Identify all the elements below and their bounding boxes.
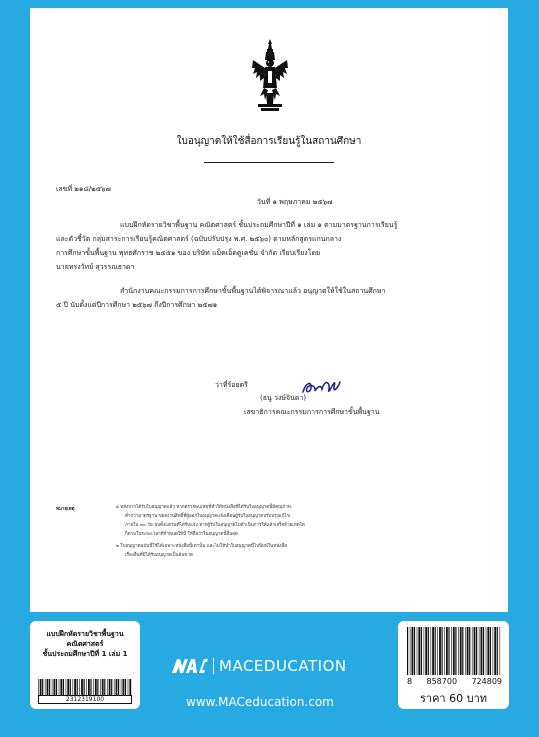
publisher-website[interactable]: www.MACeducation.com — [186, 695, 334, 709]
barcode-bar — [66, 679, 67, 695]
barcode-bar — [467, 627, 469, 675]
signer-prefix: ว่าที่ร้อยตรี — [215, 381, 248, 389]
barcode-bar — [102, 679, 104, 695]
note-2-line: ๒ ใบอนุญาตฉบับนี้ใช้ได้เฉพาะหนังสือนี้เท่านั้น และไม่ให้นำใบอนุญาตนี้ไปพิมพ์ในหนังสือ — [116, 544, 287, 549]
barcode-bar — [84, 679, 85, 695]
barcode-bar — [439, 627, 441, 675]
barcode-bar — [418, 627, 420, 675]
paragraph-2-line: สำนักงานคณะกรรมการการศึกษาขั้นพื้นฐานได้พิจารณาแล้ว อนุญาตให้ใช้ในสถานศึกษา — [120, 287, 386, 295]
barcode-bar — [104, 679, 105, 695]
barcode-bar — [407, 627, 408, 675]
barcode-bar — [88, 679, 90, 695]
barcode-bar — [462, 627, 463, 675]
paragraph-2 — [56, 284, 385, 312]
notes-label: หมายเหตุ — [56, 507, 75, 512]
barcode-bar — [74, 679, 76, 695]
barcode-bar — [90, 679, 91, 695]
mac-logo-icon — [172, 659, 208, 673]
barcode-bar — [435, 627, 436, 675]
barcode-bar — [73, 679, 74, 695]
barcode-bar — [428, 627, 429, 675]
paragraph-1-line: นายทรงวัทย์ สุวรรณธาดา — [56, 263, 135, 271]
barcode-bar — [107, 679, 108, 695]
issue-date: วันที่ ๑ พฤษภาคม ๒๕๖๗ — [257, 198, 333, 206]
barcode-bar — [52, 679, 53, 695]
note-1-line: ก็ตามในระยะเวลาที่กำหนดให้นี้ ให้ถือว่าใบอนุญาตนี้สิ้นสุด — [125, 532, 238, 537]
note-1 — [116, 503, 305, 539]
barcode-bar — [95, 679, 97, 695]
barcode-bar — [412, 627, 414, 675]
barcode-bar — [49, 679, 50, 695]
barcode-bar — [458, 627, 459, 675]
barcode-bar — [100, 679, 101, 695]
barcode-bar — [67, 679, 69, 695]
note-2 — [116, 542, 287, 560]
barcode-bar — [500, 627, 501, 675]
barcode-bar — [493, 627, 494, 675]
barcode-bar — [118, 679, 119, 695]
price-label: ราคา 60 บาท — [419, 692, 488, 705]
signature-icon — [300, 376, 342, 398]
note-2-line: เรื่องอื่นที่มิได้รับอนุญาตเป็นอันขาด — [125, 553, 193, 558]
paragraph-1-line: การศึกษาขั้นพื้นฐาน พุทธศักราช ๒๕๕๑ ของ บริษัท แม็คเอ็ดดูเคชั่น จำกัด เรียบเรียงโดย — [56, 249, 321, 257]
barcode-bar — [424, 627, 425, 675]
barcode-bar — [442, 627, 443, 675]
isbn-box — [398, 621, 509, 709]
logo-divider — [213, 658, 214, 674]
barcode-bar — [81, 679, 83, 695]
barcode-bar — [431, 627, 432, 675]
barcode-bar — [476, 627, 477, 675]
license-number: เลขที่ ๒๑๘/๒๕๖๗ — [56, 185, 111, 193]
barcode-bar — [451, 627, 452, 675]
paragraph-1 — [56, 218, 397, 274]
book-label-box — [30, 621, 140, 709]
barcode-bar — [497, 627, 498, 675]
barcode-bar — [97, 679, 98, 695]
barcode-bar — [444, 627, 445, 675]
signer-position: เลขาธิการคณะกรรมการการศึกษาขั้นพื้นฐาน — [244, 408, 380, 416]
barcode-bar — [121, 679, 122, 695]
title-divider — [204, 162, 334, 163]
barcode-bar — [111, 679, 112, 695]
barcode-bar — [79, 679, 80, 695]
barcode-bar — [469, 627, 470, 675]
note-1-line: ต่ำกว่ามาตรฐาน ขอสงวนสิทธิ์ที่ผู้ออกใบอนุญาตแจ้งเตือนผู้รับใบอนุญาตปรับปรุงแก้ไข — [125, 514, 290, 519]
barcode-bar — [63, 679, 64, 695]
book-label-line: ชั้นประถมศึกษาปีที่ 1 เล่ม 1 — [42, 650, 128, 658]
paragraph-1-line: และตัวชี้วัด กลุ่มสาระการเรียนรู้คณิตศาสตร์ (ฉบับปรับปรุง พ.ศ. ๒๕๖๐) ตามหลักสูตรแกนกลาง — [56, 235, 342, 243]
barcode-bar — [472, 627, 473, 675]
barcode-bar — [86, 679, 87, 695]
barcode-bar — [125, 679, 126, 695]
book-label-line: แบบฝึกหัดรายวิชาพื้นฐาน — [46, 630, 124, 638]
paragraph-1-line: แบบฝึกหัดรายวิชาพื้นฐาน คณิตศาสตร์ ชั้นประถมศึกษาปีที่ ๑ เล่ม ๑ ตามมาตรฐานการเรียนรู้ — [120, 221, 398, 229]
barcode-bar — [54, 679, 56, 695]
isbn-digit-group: 724809 — [471, 677, 502, 686]
barcode-bar — [446, 627, 448, 675]
logo-wordmark: MACEDUCATION — [219, 657, 347, 675]
barcode-bar — [109, 679, 111, 695]
barcode-bar — [414, 627, 415, 675]
barcode-bar — [93, 679, 94, 695]
isbn-digits — [407, 677, 502, 686]
barcode-bar — [432, 627, 434, 675]
barcode-bar — [494, 627, 496, 675]
barcode-bar — [410, 627, 411, 675]
barcode-bar — [479, 627, 480, 675]
document-title: ใบอนุญาตให้ใช้สื่อการเรียนรู้ในสถานศึกษา — [176, 136, 362, 147]
barcode-bar — [448, 627, 449, 675]
barcode-bar — [465, 627, 466, 675]
barcode-bar — [129, 679, 131, 695]
barcode-bar — [437, 627, 438, 675]
barcode-bar — [56, 679, 57, 695]
barcode-bar — [455, 627, 456, 675]
license-document — [30, 8, 508, 612]
barcode-bar — [486, 627, 487, 675]
isbn-barcode-icon — [407, 627, 502, 675]
barcode-small-number: 2312319100 — [38, 695, 132, 704]
barcode-bar — [474, 627, 476, 675]
publisher-logo — [172, 655, 347, 677]
barcode-bar — [47, 679, 49, 695]
note-1-line: ภายใน ๓๐ วัน นับตั้งแต่วันที่ได้รับแจ้ง หากผู้รับใบอนุญาตไม่ดำเนินการให้แล้วเสร็จด้วยเหตุใด — [125, 523, 305, 528]
barcode-small-icon — [38, 679, 132, 695]
isbn-digit-first: 8 — [407, 677, 413, 686]
barcode-bar — [59, 679, 60, 695]
barcode-bar — [425, 627, 427, 675]
barcode-bar — [487, 627, 489, 675]
barcode-bar — [123, 679, 125, 695]
barcode-bar — [490, 627, 491, 675]
barcode-bar — [45, 679, 46, 695]
barcode-bar — [42, 679, 43, 695]
garuda-emblem-icon — [251, 38, 289, 113]
barcode-bar — [453, 627, 455, 675]
barcode-bar — [116, 679, 118, 695]
barcode-bar — [483, 627, 484, 675]
barcode-bar — [128, 679, 129, 695]
barcode-bar — [421, 627, 422, 675]
barcode-bar — [40, 679, 42, 695]
paragraph-2-line: ๕ ปี นับตั้งแต่ปีการศึกษา ๒๕๖๗ ถึงปีการศึกษา ๒๕๗๑ — [56, 301, 218, 309]
barcode-bar — [60, 679, 62, 695]
barcode-bar — [114, 679, 115, 695]
barcode-bar — [38, 679, 39, 695]
isbn-digit-group: 858700 — [426, 677, 458, 686]
barcode-bar — [70, 679, 71, 695]
book-label-line: คณิตศาสตร์ — [66, 640, 104, 648]
barcode-bar — [460, 627, 462, 675]
signer-name: (ธนู ว่งษ์จินดา) — [260, 394, 307, 402]
barcode-bar — [417, 627, 418, 675]
barcode-bar — [77, 679, 78, 695]
barcode-bar — [481, 627, 483, 675]
note-1-line: ๑ หลังจากได้รับใบอนุญาตแล้ว หากตรวจพบเหตุที่ทำให้หนังสือที่ได้รับใบอนุญาตนี้มีคุณภาพ — [116, 505, 291, 510]
